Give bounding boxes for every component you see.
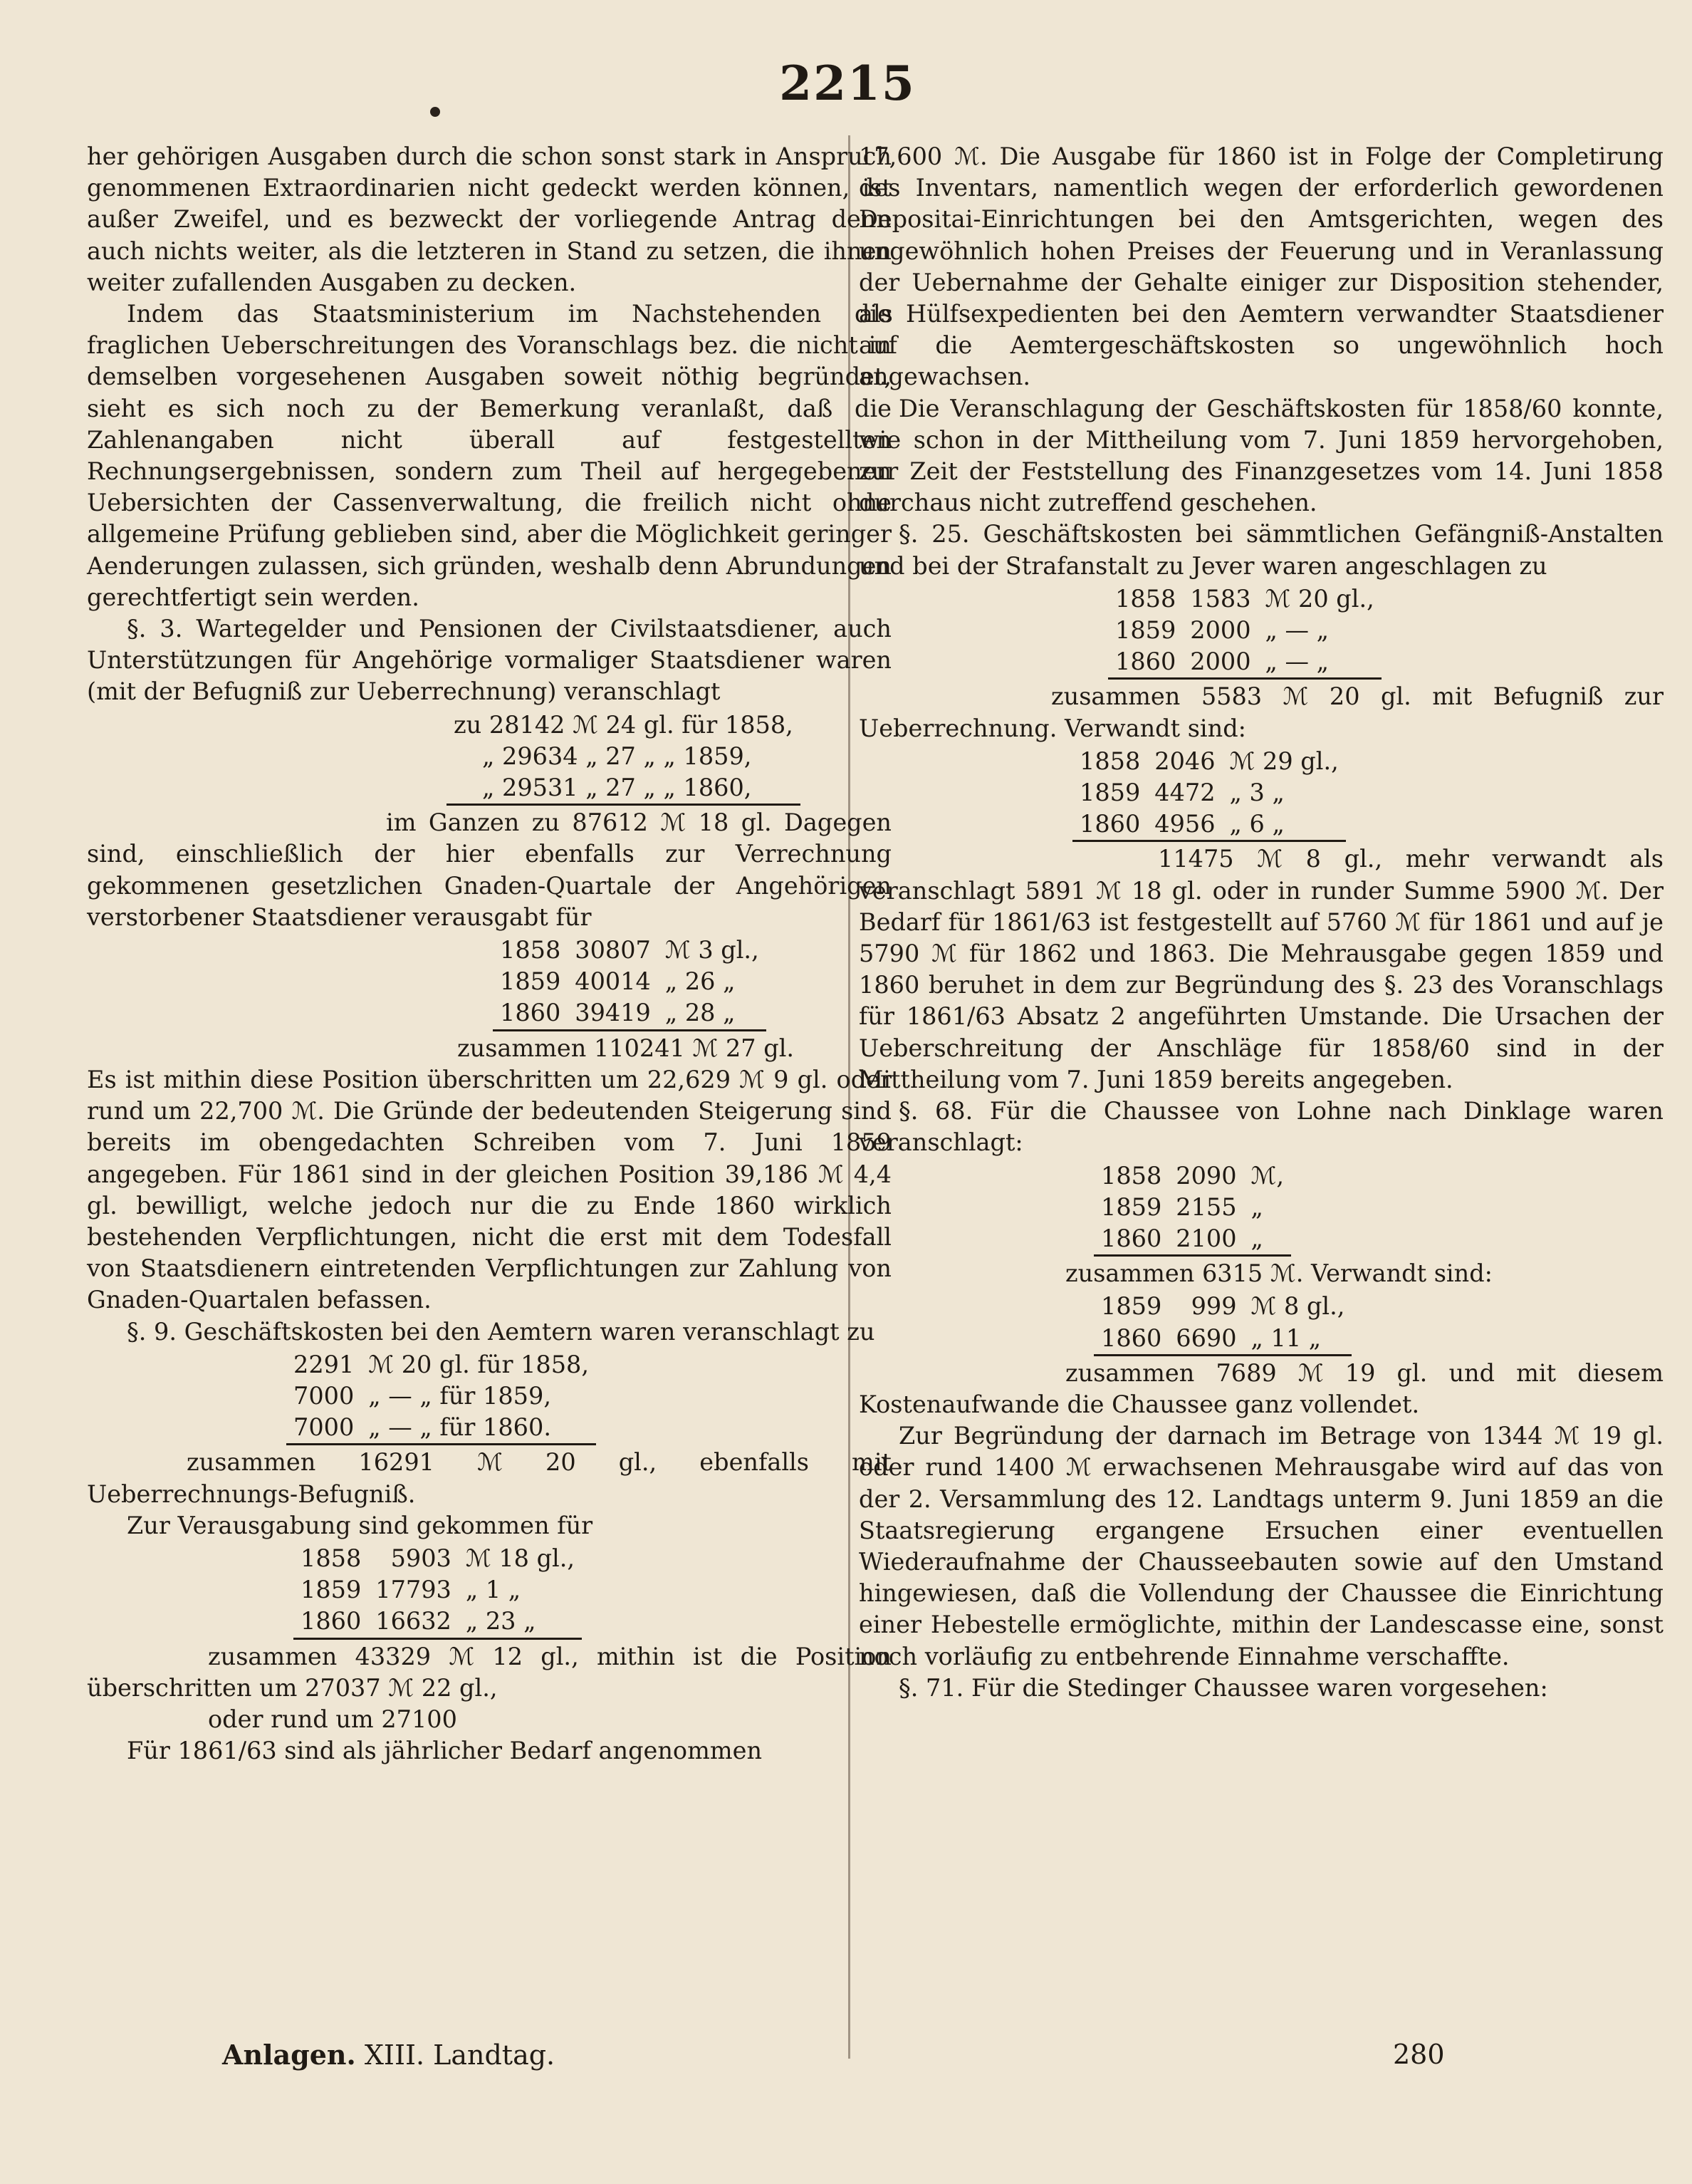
pension-expense-table bbox=[493, 935, 766, 1031]
section-3-heading: §. 3. Wartegelder und Pensionen der Civilstaatsdiener, auch Unterstützungen für Angehörige vormaliger Staatsdiener waren (mit der Befugniß zur Ueberrechnung) veranschlagt bbox=[87, 615, 892, 706]
year-cell: 1859 bbox=[301, 1576, 362, 1604]
year-cell: 1860 bbox=[1094, 1223, 1169, 1256]
table-cell: „ 29531 „ 27 „ „ 1860, bbox=[446, 772, 800, 805]
amount-cell: 16632 bbox=[368, 1606, 459, 1638]
year-cell: 1859 bbox=[1080, 779, 1141, 807]
unit-cell: „ 1 „ bbox=[465, 1576, 521, 1604]
amount-cell: 1583 bbox=[1190, 584, 1251, 613]
left-rounding-line: oder rund um 27100 bbox=[208, 1705, 457, 1733]
unit-cell: „ 6 „ bbox=[1223, 808, 1346, 841]
footer-label: Anlagen. bbox=[222, 2039, 356, 2071]
left-column bbox=[87, 141, 892, 1767]
amount-cell: 30807 bbox=[575, 936, 651, 964]
left-paragraph: zusammen 16291 ℳ 20 gl., ebenfalls mit Ueberrechnungs-Befugniß. bbox=[87, 1448, 892, 1508]
left-paragraph: Zur Verausgabung sind gekommen für bbox=[127, 1511, 593, 1539]
amount-cell: 5903 bbox=[390, 1544, 451, 1572]
section-68-heading: §. 68. Für die Chaussee von Lohne nach Dinklage waren veranschlagt: bbox=[859, 1097, 1664, 1157]
section-71-heading: §. 71. Für die Stedinger Chaussee waren vorgesehen: bbox=[899, 1673, 1548, 1702]
unit-cell: ℳ 20 gl., bbox=[1265, 584, 1374, 613]
unit-cell: „ 11 „ bbox=[1244, 1323, 1352, 1356]
pension-estimate-table bbox=[446, 709, 800, 806]
year-cell: 1858 bbox=[301, 1544, 362, 1572]
year-cell: 1860 bbox=[293, 1606, 368, 1638]
office-expense-table bbox=[293, 1543, 582, 1640]
year-cell: 1860 bbox=[1108, 646, 1183, 679]
unit-cell: ℳ, bbox=[1250, 1161, 1285, 1190]
left-sum-line: zusammen 110241 ℳ 27 gl. bbox=[457, 1034, 795, 1062]
unit-cell: „ 3 „ bbox=[1229, 779, 1285, 807]
unit-cell: „ — „ für 1860. bbox=[361, 1412, 596, 1445]
year-cell: 1860 bbox=[1094, 1323, 1169, 1356]
year-cell: 1858 bbox=[1080, 747, 1141, 775]
amount-cell: 6690 bbox=[1169, 1323, 1243, 1356]
table-cell: zu 28142 ℳ 24 gl. für 1858, bbox=[454, 710, 793, 739]
unit-cell: ℳ 29 gl., bbox=[1229, 747, 1339, 775]
unit-cell: ℳ 20 gl. für 1858, bbox=[368, 1350, 590, 1378]
unit-cell: „ — „ bbox=[1258, 646, 1382, 679]
section-9-heading: §. 9. Geschäftskosten bei den Aemtern waren veranschlagt zu bbox=[127, 1317, 875, 1346]
left-paragraph: Indem das Staatsministerium im Nachstehenden die fraglichen Ueberschreitungen des Voranschlags bez. die nicht in demselben vorgesehenen Ausgaben soweit nöthig begründet, sieht es sich noch zu der Bemerkung veranlaßt, daß die Zahlenangaben nicht überall auf festgestellten Rechnungsergebnissen, sondern zum Theil auf hergegebenen Uebersichten der Cassenverwaltung, die freilich nicht ohne allgemeine Prüfung geblieben sind, aber die Möglichkeit geringer Aenderungen zulassen, sich gründen, weshalb denn Abrundungen gerechtfertigt sein werden. bbox=[87, 300, 892, 611]
amount-cell: 2291 bbox=[293, 1350, 355, 1378]
footer-landtag: XIII. Landtag. bbox=[364, 2039, 555, 2071]
unit-cell: „ bbox=[1244, 1223, 1291, 1256]
amount-cell: 2100 bbox=[1169, 1223, 1243, 1256]
unit-cell: „ 23 „ bbox=[459, 1606, 582, 1638]
footer-volume bbox=[222, 2039, 555, 2071]
amount-cell: 2000 bbox=[1190, 616, 1251, 645]
amount-cell: 4472 bbox=[1154, 779, 1216, 807]
ink-dot bbox=[430, 107, 440, 117]
right-paragraph: 17,600 ℳ. Die Ausgabe für 1860 ist in Folge der Completirung des Inventars, namentlich wegen der erforderlich gewordenen Depositai-Einrichtungen bei den Amtsgerichten, wegen des ungewöhnlich hohen Preises der Feuerung und in Veranlassung der Uebernahme der Gehalte einiger zur Disposition stehender, als Hülfsexpedienten bei den Aemtern verwandter Staatsdiener auf die Aemtergeschäftskosten so ungewöhnlich hoch angewachsen. bbox=[859, 142, 1664, 391]
footer-signature-number: 280 bbox=[1393, 2039, 1445, 2070]
office-estimate-table bbox=[286, 1349, 596, 1446]
prison-estimate-table bbox=[1108, 583, 1382, 680]
table-cell: „ 29634 „ 27 „ „ 1859, bbox=[482, 742, 752, 770]
amount-cell: 999 bbox=[1191, 1292, 1237, 1321]
year-cell: 1858 bbox=[1115, 584, 1176, 613]
chaussee-estimate-table bbox=[1094, 1160, 1291, 1257]
year-cell: 1858 bbox=[1101, 1161, 1162, 1190]
unit-cell: „ bbox=[1250, 1192, 1263, 1221]
year-cell: 1859 bbox=[1115, 616, 1176, 645]
page-number: 2215 bbox=[779, 56, 916, 111]
right-sum-line: zusammen 6315 ℳ. Verwandt sind: bbox=[1065, 1259, 1493, 1288]
year-cell: 1860 bbox=[493, 997, 568, 1030]
left-paragraph: her gehörigen Ausgaben durch die schon sonst stark in Anspruch genommenen Extraordinarien nicht gedeckt werden können, ist außer Zweifel, und es bezweckt der vorliegende Antrag denn auch nichts weiter, als die letzteren in Stand zu setzen, die ihnen weiter zufallenden Ausgaben zu decken. bbox=[87, 142, 892, 296]
unit-cell: ℳ 8 gl., bbox=[1250, 1292, 1345, 1321]
year-cell: 1859 bbox=[1101, 1292, 1162, 1321]
amount-cell: 40014 bbox=[575, 967, 651, 996]
amount-cell: 39419 bbox=[568, 997, 658, 1030]
right-paragraph: Zur Begründung der darnach im Betrage von 1344 ℳ 19 gl. oder rund 1400 ℳ erwachsenen Mehrausgabe wird auf das von der 2. Versammlung des 12. Landtags unterm 9. Juni 1859 an die Staatsregierung ergangene Ersuchen einer eventuellen Wiederaufnahme der Chausseebauten sowie auf den Umstand hingewiesen, daß die Vollendung der Chaussee die Einrichtung einer Hebestelle ermöglichte, mithin der Landescasse eine, sonst noch vorläufig zu entbehrende Einnahme verschaffte. bbox=[859, 1422, 1664, 1670]
amount-cell: 7000 bbox=[293, 1381, 355, 1410]
amount-cell: 2000 bbox=[1183, 646, 1258, 679]
unit-cell: ℳ 3 gl., bbox=[664, 936, 759, 964]
unit-cell: „ 28 „ bbox=[658, 997, 766, 1030]
year-cell: 1858 bbox=[500, 936, 561, 964]
prison-expense-table bbox=[1072, 746, 1346, 843]
unit-cell: ℳ 18 gl., bbox=[465, 1544, 575, 1572]
amount-cell: 2155 bbox=[1176, 1192, 1237, 1221]
amount-cell: 4956 bbox=[1147, 808, 1222, 841]
amount-cell: 2090 bbox=[1176, 1161, 1237, 1190]
unit-cell: „ 26 „ bbox=[664, 967, 736, 996]
amount-cell: 17793 bbox=[375, 1576, 451, 1604]
right-paragraph: Die Veranschlagung der Geschäftskosten für 1858/60 konnte, wie schon in der Mittheilung vom 7. Juni 1859 hervorgehoben, zur Zeit der Feststellung des Finanzgesetzes vom 14. Juni 1858 durchaus nicht zutreffend geschehen. bbox=[859, 394, 1664, 517]
left-paragraph: im Ganzen zu 87612 ℳ 18 gl. Dagegen sind, einschließlich der hier ebenfalls zur Verrechnung gekommenen gesetzlichen Gnaden-Quartale der Angehörigen verstorbener Staatsdiener verausgabt für bbox=[87, 808, 892, 931]
year-cell: 1859 bbox=[1101, 1192, 1162, 1221]
left-paragraph: Es ist mithin diese Position überschritten um 22,629 ℳ 9 gl. oder rund um 22,700 ℳ. Die Gründe der bedeutenden Steigerung sind bereits im obengedachten Schreiben vom 7. Juni 1859 angegeben. Für 1861 sind in der gleichen Position 39,186 ℳ 4,4 gl. bewilligt, welche jedoch nur die zu Ende 1860 wirklich bestehenden Verpflichtungen, nicht die erst mit dem Todesfall von Staatsdienern eintretenden Verpflichtungen zur Zahlung von Gnaden-Quartalen befassen. bbox=[87, 1065, 892, 1314]
year-cell: 1859 bbox=[500, 967, 561, 996]
unit-cell: „ — „ für 1859, bbox=[368, 1381, 551, 1410]
right-paragraph: zusammen 5583 ℳ 20 gl. mit Befugniß zur Ueberrechnung. Verwandt sind: bbox=[859, 682, 1664, 742]
section-25-heading: §. 25. Geschäftskosten bei sämmtlichen Gefängniß-Anstalten und bei der Strafanstalt zu Jever waren angeschlagen zu bbox=[859, 520, 1664, 580]
amount-cell: 7000 bbox=[286, 1412, 361, 1445]
left-paragraph: zusammen 43329 ℳ 12 gl., mithin ist die Position überschritten um 27037 ℳ 22 gl., bbox=[87, 1642, 892, 1702]
right-paragraph: zusammen 7689 ℳ 19 gl. und mit diesem Kostenaufwande die Chaussee ganz vollendet. bbox=[859, 1358, 1664, 1418]
unit-cell: „ — „ bbox=[1265, 616, 1330, 645]
right-paragraph: 11475 ℳ 8 gl., mehr verwandt als veranschlagt 5891 ℳ 18 gl. oder in runder Summe 5900 ℳ. Der Bedarf für 1861/63 ist festgestellt auf 5760 ℳ für 1861 und auf je 5790 ℳ für 1862 und 1863. Die Mehrausgabe gegen 1859 und 1860 beruhet in dem zur Begründung des §. 23 des Voranschlags für 1861/63 Absatz 2 angeführten Umstande. Die Ursachen der Ueberschreitung der Anschläge für 1858/60 sind in der Mittheilung vom 7. Juni 1859 bereits angegeben. bbox=[859, 845, 1664, 1093]
amount-cell: 2046 bbox=[1154, 747, 1216, 775]
chaussee-expense-table bbox=[1094, 1291, 1352, 1356]
right-column bbox=[859, 141, 1664, 1704]
left-paragraph: Für 1861/63 sind als jährlicher Bedarf angenommen bbox=[127, 1737, 763, 1765]
year-cell: 1860 bbox=[1072, 808, 1147, 841]
